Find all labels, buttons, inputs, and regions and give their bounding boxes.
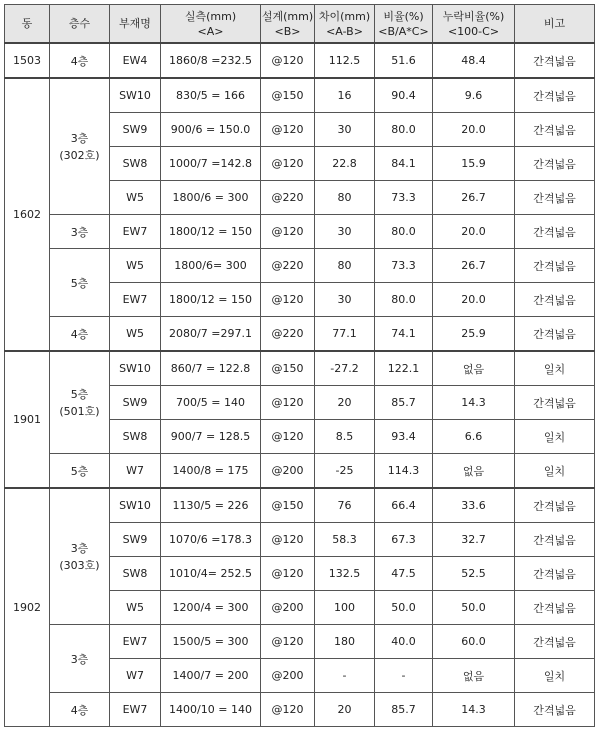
measured-cell: 1400/8 = 175: [161, 454, 261, 489]
diff-cell: 132.5: [315, 557, 375, 591]
diff-cell: -27.2: [315, 351, 375, 386]
omission-cell: 14.3: [433, 693, 515, 727]
omission-cell: 26.7: [433, 249, 515, 283]
header-member-label: 부재명: [119, 17, 151, 30]
header-omission: [433, 5, 515, 44]
ratio-cell: 66.4: [375, 488, 433, 523]
note-cell: 일치: [515, 351, 595, 386]
member-cell: EW4: [110, 43, 161, 78]
ratio-cell: 80.0: [375, 283, 433, 317]
member-cell: SW9: [110, 113, 161, 147]
diff-cell: 8.5: [315, 420, 375, 454]
member-cell: SW10: [110, 351, 161, 386]
note-cell: 간격넓음: [515, 78, 595, 113]
table-row: [5, 215, 595, 249]
member-cell: W5: [110, 181, 161, 215]
design-cell: @120: [261, 147, 315, 181]
diff-cell: -25: [315, 454, 375, 489]
design-cell: @200: [261, 591, 315, 625]
omission-cell: 20.0: [433, 215, 515, 249]
note-cell: 간격넓음: [515, 386, 595, 420]
measured-cell: 830/5 = 166: [161, 78, 261, 113]
member-cell: EW7: [110, 625, 161, 659]
table-row: [5, 488, 595, 523]
floor-cell: [50, 78, 110, 215]
header-note: [515, 5, 595, 44]
omission-cell: 25.9: [433, 317, 515, 352]
measured-cell: 1500/5 = 300: [161, 625, 261, 659]
design-cell: @120: [261, 693, 315, 727]
measured-cell: 900/6 = 150.0: [161, 113, 261, 147]
diff-cell: -: [315, 659, 375, 693]
member-cell: SW9: [110, 386, 161, 420]
floor-cell: 4층: [50, 317, 110, 352]
header-omission-sub: <100-C>: [447, 24, 500, 38]
design-cell: @150: [261, 78, 315, 113]
dong-cell: 1602: [5, 78, 50, 351]
header-ratio: [375, 5, 433, 44]
note-cell: 간격넓음: [515, 181, 595, 215]
floor-cell: 3층: [50, 215, 110, 249]
member-cell: EW7: [110, 693, 161, 727]
member-cell: EW7: [110, 215, 161, 249]
design-cell: @120: [261, 420, 315, 454]
header-member: [110, 5, 161, 44]
ratio-cell: 84.1: [375, 147, 433, 181]
design-cell: @150: [261, 488, 315, 523]
header-floor-label: 층수: [68, 17, 91, 30]
table-row: [5, 351, 595, 386]
ratio-cell: 90.4: [375, 78, 433, 113]
measured-cell: 1400/10 = 140: [161, 693, 261, 727]
header-diff-sub: <A-B>: [326, 24, 363, 38]
measured-cell: 1800/12 = 150: [161, 283, 261, 317]
member-cell: SW8: [110, 557, 161, 591]
member-cell: SW8: [110, 420, 161, 454]
note-cell: 간격넓음: [515, 693, 595, 727]
note-cell: 간격넓음: [515, 283, 595, 317]
measured-cell: 900/7 = 128.5: [161, 420, 261, 454]
design-cell: @120: [261, 557, 315, 591]
ratio-cell: 73.3: [375, 181, 433, 215]
header-design-label: 설계(mm): [261, 9, 314, 23]
table-row: [5, 78, 595, 113]
floor-cell: 4층: [50, 693, 110, 727]
floor-cell: 5층: [50, 249, 110, 317]
design-cell: @200: [261, 659, 315, 693]
note-cell: 간격넓음: [515, 488, 595, 523]
member-cell: SW8: [110, 147, 161, 181]
omission-cell: 33.6: [433, 488, 515, 523]
omission-cell: 26.7: [433, 181, 515, 215]
design-cell: @220: [261, 181, 315, 215]
diff-cell: 22.8: [315, 147, 375, 181]
note-cell: 간격넓음: [515, 523, 595, 557]
floor-cell: [50, 488, 110, 625]
design-cell: @120: [261, 523, 315, 557]
unit-label: (302호): [59, 148, 100, 162]
diff-cell: 80: [315, 249, 375, 283]
floor-cell: 5층: [50, 454, 110, 489]
member-cell: SW9: [110, 523, 161, 557]
header-measured-label: 실측(mm): [184, 9, 237, 23]
diff-cell: 16: [315, 78, 375, 113]
spacing-survey-table-wrapper: [4, 4, 595, 727]
diff-cell: 30: [315, 283, 375, 317]
diff-cell: 100: [315, 591, 375, 625]
dong-cell: 1901: [5, 351, 50, 488]
note-cell: 간격넓음: [515, 557, 595, 591]
note-cell: 일치: [515, 454, 595, 489]
header-design: [261, 5, 315, 44]
header-ratio-label: 비율(%): [383, 9, 424, 23]
dong-cell: 1902: [5, 488, 50, 727]
header-diff: [315, 5, 375, 44]
diff-cell: 20: [315, 693, 375, 727]
design-cell: @120: [261, 113, 315, 147]
diff-cell: 80: [315, 181, 375, 215]
omission-cell: 14.3: [433, 386, 515, 420]
omission-cell: 48.4: [433, 43, 515, 78]
member-cell: W7: [110, 454, 161, 489]
ratio-cell: 67.3: [375, 523, 433, 557]
omission-cell: 6.6: [433, 420, 515, 454]
ratio-cell: 51.6: [375, 43, 433, 78]
table-row: [5, 249, 595, 283]
design-cell: @120: [261, 283, 315, 317]
omission-cell: 없음: [433, 454, 515, 489]
spacing-survey-table: [4, 4, 595, 727]
ratio-cell: 114.3: [375, 454, 433, 489]
ratio-cell: 40.0: [375, 625, 433, 659]
omission-cell: 50.0: [433, 591, 515, 625]
measured-cell: 700/5 = 140: [161, 386, 261, 420]
floor-cell: 3층: [50, 625, 110, 693]
design-cell: @120: [261, 625, 315, 659]
design-cell: @220: [261, 249, 315, 283]
omission-cell: 20.0: [433, 113, 515, 147]
note-cell: 간격넓음: [515, 215, 595, 249]
design-cell: @120: [261, 43, 315, 78]
design-cell: @200: [261, 454, 315, 489]
omission-cell: 9.6: [433, 78, 515, 113]
header-measured-sub: <A>: [197, 24, 224, 38]
header-diff-label: 차이(mm): [318, 9, 371, 23]
header-row: [5, 5, 595, 44]
header-floor: [50, 5, 110, 44]
floor-label: 3층: [70, 131, 89, 145]
ratio-cell: 80.0: [375, 113, 433, 147]
omission-cell: 32.7: [433, 523, 515, 557]
ratio-cell: 47.5: [375, 557, 433, 591]
member-cell: W5: [110, 249, 161, 283]
table-row: [5, 317, 595, 352]
table-row: [5, 454, 595, 489]
diff-cell: 180: [315, 625, 375, 659]
member-cell: W5: [110, 317, 161, 352]
ratio-cell: 93.4: [375, 420, 433, 454]
diff-cell: 77.1: [315, 317, 375, 352]
measured-cell: 1000/7 =142.8: [161, 147, 261, 181]
table-row: [5, 693, 595, 727]
design-cell: @120: [261, 386, 315, 420]
ratio-cell: 80.0: [375, 215, 433, 249]
diff-cell: 112.5: [315, 43, 375, 78]
note-cell: 간격넓음: [515, 591, 595, 625]
ratio-cell: 73.3: [375, 249, 433, 283]
header-ratio-sub: <B/A*C>: [378, 24, 429, 38]
ratio-cell: 85.7: [375, 386, 433, 420]
unit-label: (303호): [59, 558, 100, 572]
header-note-label: 비고: [543, 17, 566, 30]
diff-cell: 58.3: [315, 523, 375, 557]
ratio-cell: 74.1: [375, 317, 433, 352]
unit-label: (501호): [59, 404, 100, 418]
design-cell: @220: [261, 317, 315, 352]
header-design-sub: <B>: [274, 24, 301, 38]
member-cell: SW10: [110, 78, 161, 113]
design-cell: @150: [261, 351, 315, 386]
ratio-cell: -: [375, 659, 433, 693]
ratio-cell: 85.7: [375, 693, 433, 727]
measured-cell: 1800/6 = 300: [161, 181, 261, 215]
note-cell: 간격넓음: [515, 43, 595, 78]
omission-cell: 없음: [433, 659, 515, 693]
dong-cell: 1503: [5, 43, 50, 78]
note-cell: 일치: [515, 420, 595, 454]
omission-cell: 60.0: [433, 625, 515, 659]
member-cell: W7: [110, 659, 161, 693]
header-dong-label: 동: [21, 17, 33, 30]
member-cell: EW7: [110, 283, 161, 317]
note-cell: 일치: [515, 659, 595, 693]
omission-cell: 15.9: [433, 147, 515, 181]
omission-cell: 없음: [433, 351, 515, 386]
header-omission-label: 누락비율(%): [442, 9, 505, 23]
ratio-cell: 50.0: [375, 591, 433, 625]
measured-cell: 1010/4= 252.5: [161, 557, 261, 591]
measured-cell: 1070/6 =178.3: [161, 523, 261, 557]
note-cell: 간격넓음: [515, 249, 595, 283]
measured-cell: 1860/8 =232.5: [161, 43, 261, 78]
floor-cell: [50, 351, 110, 454]
diff-cell: 20: [315, 386, 375, 420]
design-cell: @120: [261, 215, 315, 249]
header-measured: [161, 5, 261, 44]
note-cell: 간격넓음: [515, 147, 595, 181]
omission-cell: 20.0: [433, 283, 515, 317]
measured-cell: 2080/7 =297.1: [161, 317, 261, 352]
measured-cell: 1800/6= 300: [161, 249, 261, 283]
header-dong: [5, 5, 50, 44]
omission-cell: 52.5: [433, 557, 515, 591]
measured-cell: 1800/12 = 150: [161, 215, 261, 249]
member-cell: W5: [110, 591, 161, 625]
diff-cell: 30: [315, 215, 375, 249]
diff-cell: 30: [315, 113, 375, 147]
measured-cell: 860/7 = 122.8: [161, 351, 261, 386]
member-cell: SW10: [110, 488, 161, 523]
measured-cell: 1200/4 = 300: [161, 591, 261, 625]
diff-cell: 76: [315, 488, 375, 523]
note-cell: 간격넓음: [515, 625, 595, 659]
note-cell: 간격넓음: [515, 317, 595, 352]
floor-label: 3층: [70, 541, 89, 555]
floor-cell: 4층: [50, 43, 110, 78]
table-row: [5, 625, 595, 659]
measured-cell: 1400/7 = 200: [161, 659, 261, 693]
ratio-cell: 122.1: [375, 351, 433, 386]
table-row: [5, 43, 595, 78]
measured-cell: 1130/5 = 226: [161, 488, 261, 523]
note-cell: 간격넓음: [515, 113, 595, 147]
floor-label: 5층: [70, 387, 89, 401]
